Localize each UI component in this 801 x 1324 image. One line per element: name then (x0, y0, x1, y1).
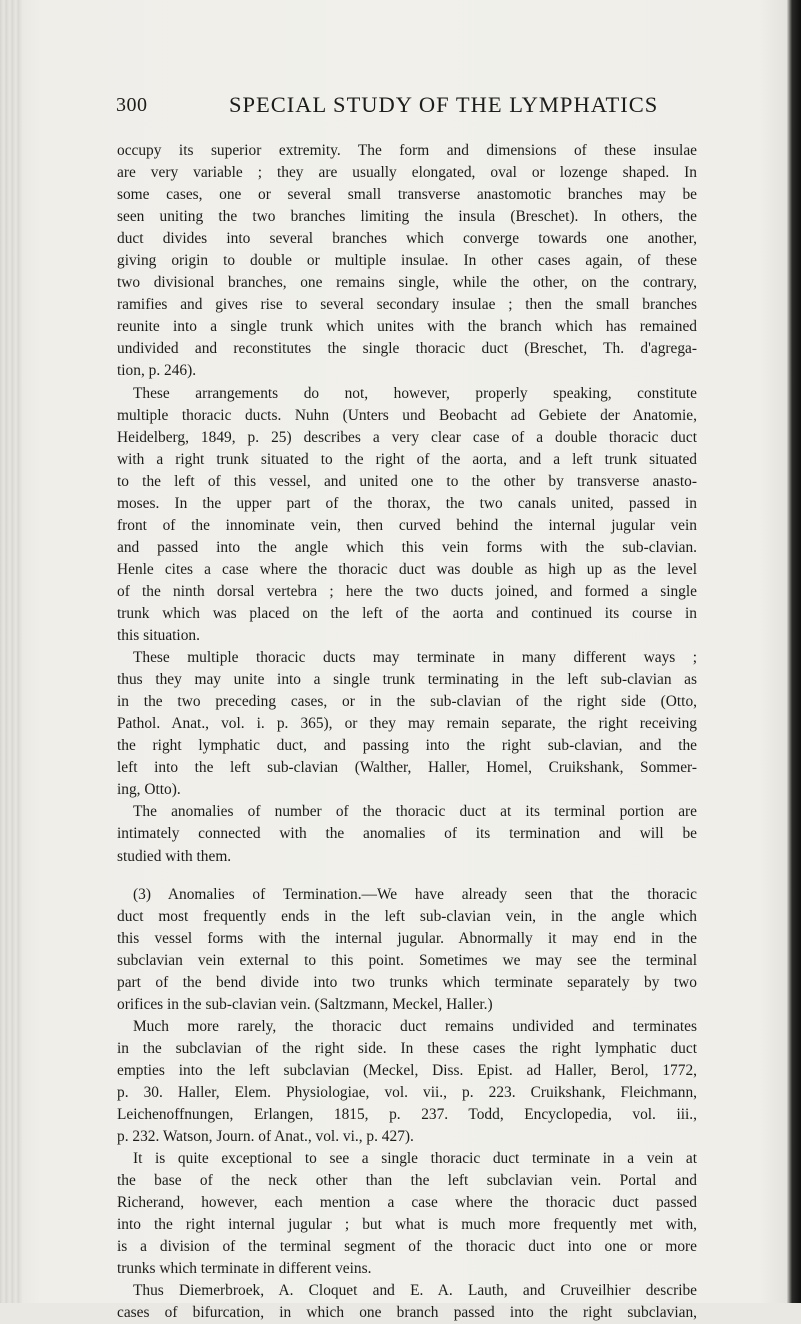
text-line: intimately connected with the anomalies of its termination and will be (117, 825, 697, 843)
text-line: into the right internal jugular ; but what is much more frequently met with, (117, 1216, 697, 1234)
text-line: trunk which was placed on the left of the aorta and continued its course in (117, 604, 697, 622)
text-line: of the ninth dorsal vertebra ; here the two ducts joined, and formed a single (117, 582, 697, 600)
text-line: this situation. (117, 627, 200, 645)
text-line: subclavian vein external to this point. Sometimes we may see the terminal (117, 951, 697, 969)
text-line: Richerand, however, each mention a case where the thoracic duct passed (117, 1194, 697, 1212)
text-line: two divisional branches, one remains single, while the other, on the contrary, (117, 274, 697, 292)
text-line: It is quite exceptional to see a single thoracic duct terminate in a vein at (133, 1150, 697, 1168)
text-line: trunks which terminate in different veins. (117, 1260, 372, 1278)
text-line: duct most frequently ends in the left sub-clavian vein, in the angle which (117, 907, 697, 925)
text-line: occupy its superior extremity. The form and dimensions of these insulae (117, 142, 697, 159)
text-line: cases of bifurcation, in which one branch passed into the right subclavian, (117, 1304, 697, 1322)
text-line: with a right trunk situated to the right of the aorta, and a left trunk situated (117, 450, 697, 468)
text-line: Pathol. Anat., vol. i. p. 365), or they may remain separate, the right receiving (117, 715, 697, 733)
text-line: Leichenoffnungen, Erlangen, 1815, p. 237. Todd, Encyclopedia, vol. iii., (117, 1106, 697, 1124)
text-line: duct divides into several branches which converge towards one another, (117, 230, 697, 248)
text-line: Much more rarely, the thoracic duct remains undivided and terminates (133, 1017, 697, 1035)
text-line: front of the innominate vein, then curved behind the internal jugular vein (117, 516, 697, 534)
text-line: reunite into a single trunk which unites with the branch which has remained (117, 318, 697, 336)
text-line: this vessel forms with the internal jugular. Abnormally it may end in the (117, 929, 697, 947)
text-line: tion, p. 246). (117, 362, 197, 380)
page-number: 300 (116, 94, 148, 116)
text-line: some cases, one or several small transverse anastomotic branches may be (117, 186, 697, 204)
text-line: studied with them. (117, 847, 232, 865)
text-line: These arrangements do not, however, properly speaking, constitute (133, 384, 697, 402)
text-line: left into the left sub-clavian (Walther, Haller, Homel, Cruikshank, Sommer- (117, 759, 697, 777)
text-line: in the subclavian of the right side. In these cases the right lymphatic duct (117, 1039, 697, 1057)
text-line: is a division of the terminal segment of the thoracic duct into one or more (117, 1238, 697, 1256)
running-head: SPECIAL STUDY OF THE LYMPHATICS (229, 92, 659, 117)
text-line: giving origin to double or multiple insulae. In other cases again, of these (117, 252, 697, 270)
body-text (117, 140, 697, 1324)
text-line: multiple thoracic ducts. Nuhn (Unters und Beobacht ad Gebiete der Anatomie, (117, 406, 697, 424)
text-line: These multiple thoracic ducts may terminate in many different ways ; (133, 649, 697, 667)
text-line: are very variable ; they are usually elongated, oval or lozenge shaped. In (117, 164, 697, 182)
section-gap (117, 868, 697, 884)
text-line: to the left of this vessel, and united one to the other by transverse anasto- (117, 472, 697, 490)
text-line: Thus Diemerbroek, A. Cloquet and E. A. Lauth, and Cruveilhier describe (133, 1282, 697, 1300)
text-line: moses. In the upper part of the thorax, the two canals united, passed in (117, 494, 697, 512)
text-line: and passed into the angle which this vein forms with the sub-clavian. (117, 538, 697, 556)
page-header (116, 90, 696, 126)
page-gutter-shadow (0, 0, 22, 1303)
text-line: empties into the left subclavian (Meckel, Diss. Epist. ad Haller, Berol, 1772, (117, 1061, 697, 1079)
section-heading-line: (3) Anomalies of Termination.—We have already seen that the thoracic (133, 885, 697, 903)
text-line: undivided and reconstitutes the single thoracic duct (Breschet, Th. d'agrega- (117, 340, 697, 358)
text-line: orifices in the sub-clavian vein. (Saltzmann, Meckel, Haller.) (117, 995, 493, 1013)
text-line: ramifies and gives rise to several secondary insulae ; then the small branches (117, 296, 697, 314)
text-line: Heidelberg, 1849, p. 25) describes a very clear case of a double thoracic duct (117, 428, 697, 446)
text-line: seen uniting the two branches limiting the insula (Breschet). In others, the (117, 208, 697, 226)
text-line: the right lymphatic duct, and passing into the right sub-clavian, and the (117, 737, 697, 755)
page-edge-shadow (787, 0, 801, 1303)
text-line: the base of the neck other than the left subclavian vein. Portal and (117, 1172, 697, 1190)
text-line: part of the bend divide into two trunks which terminate separately by two (117, 973, 697, 991)
text-line: in the two preceding cases, or in the sub-clavian of the right side (Otto, (117, 693, 697, 711)
text-line: thus they may unite into a single trunk terminating in the left sub-clavian as (117, 671, 697, 689)
text-line: p. 232. Watson, Journ. of Anat., vol. vi., p. 427). (117, 1128, 414, 1146)
text-line: p. 30. Haller, Elem. Physiologiae, vol. vii., p. 223. Cruikshank, Fleichmann, (117, 1083, 697, 1101)
text-line: ing, Otto). (117, 781, 181, 799)
text-line: Henle cites a case where the thoracic duct was double as high up as the level (117, 560, 697, 578)
text-line: The anomalies of number of the thoracic duct at its terminal portion are (133, 803, 697, 821)
